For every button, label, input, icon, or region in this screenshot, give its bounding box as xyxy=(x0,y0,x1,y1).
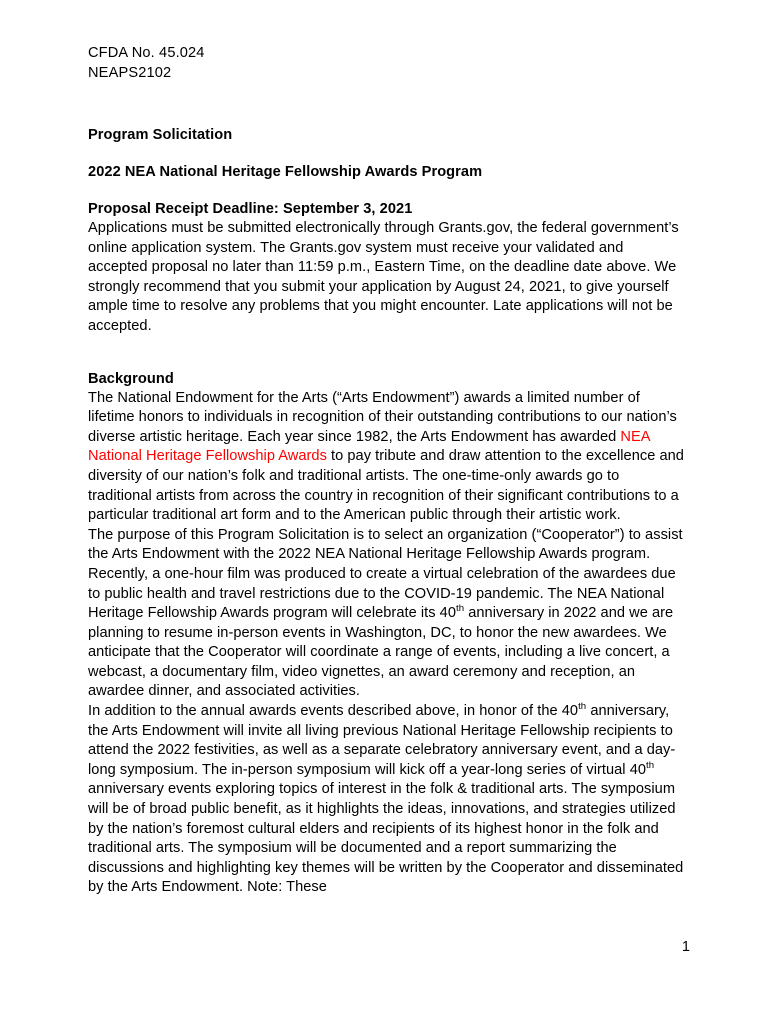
ordinal-suffix-superscript: th xyxy=(456,603,465,615)
heading-background: Background xyxy=(88,370,174,387)
cfda-number: CFDA No. 45.024 xyxy=(88,45,205,61)
addition-text-part-two: anniversary, the Arts Endowment will invite all living previous National Heritage Fellowship recipients to attend the 2022 festivities, as well as a separate celebratory anniversary event, and a day-long symposium. The in-person symposium will kick off a year-long series of virtual 40 xyxy=(88,703,676,778)
document-identifiers xyxy=(88,44,684,83)
paragraph-anniversary-events xyxy=(88,702,684,898)
addition-text-part-one: In addition to the annual awards events described above, in honor of the 40 xyxy=(88,703,579,720)
background-text-before-link: The National Endowment for the Arts (“Arts Endowment”) awards a limited number of lifetime honors to individuals in recognition of their outstanding contributions to our nation’s diverse artistic heritage. Each year since 1982, the Arts Endowment has awarded xyxy=(88,389,677,445)
document-body xyxy=(88,44,684,898)
announcement-number: NEAPS2102 xyxy=(88,64,172,81)
paragraph-purpose xyxy=(88,526,684,702)
ordinal-suffix-superscript: th xyxy=(578,701,587,713)
purpose-text-part-one: The purpose of this Program Solicitation is to select an organization (“Cooperator”) to assist the Arts Endowment with the 2022 NEA National Heritage Fellowship Awards program. Recently, a one-hour film was produced to create a virtual celebration of the awardees due to public health and travel restrictions due to the COVID-19 pandemic. The NEA National Heritage Fellowship Awards program will celebrate its 40 xyxy=(88,526,683,622)
page-number: 1 xyxy=(681,939,690,955)
paragraph-application-instructions: Applications must be submitted electronically through Grants.gov, the federal government’s online application system. The Grants.gov system must receive your validated and accepted proposal no later than 11:59 p.m., Eastern Time, on the deadline date above. We strongly recommend that you submit your application by August 24, 2021, to give yourself ample time to resolve any problems that you might encounter. Late applications will not be accepted. xyxy=(88,220,679,334)
heading-program-title: 2022 NEA National Heritage Fellowship Awards Program xyxy=(88,164,483,180)
purpose-text-part-two: anniversary in 2022 and we are planning to resume in-person events in Washington, DC, to honor the new awardees. We anticipate that the Cooperator will coordinate a range of events, including a live concert, a webcast, a documentary film, video vignettes, an award ceremony and reception, an awardee dinner, and associated activities. xyxy=(88,605,674,700)
ordinal-suffix-superscript: th xyxy=(646,759,655,771)
addition-text-part-three: anniversary events exploring topics of interest in the folk & traditional arts. The symposium will be of broad public benefit, as it highlights the ideas, innovations, and strategies utilized by the nation’s foremost cultural elders and recipients of its highest honor in the folk and traditional arts. The symposium will be documented and a report summarizing the discussions and highlighting key themes will be written by the Cooperator and disseminated by the Arts Endowment. Note: These xyxy=(88,781,684,896)
heading-proposal-deadline: Proposal Receipt Deadline: September 3, 2021 xyxy=(88,201,413,217)
background-text-after-link: to pay tribute and draw attention to the excellence and diversity of our nation’s folk and traditional artists. The one-time-only awards go to traditional artists from across the country in recognition of their significant contributions to a particular traditional art form and to the American public through their artistic work. xyxy=(88,448,684,524)
paragraph-background xyxy=(88,389,684,526)
nea-heritage-fellowship-awards-link[interactable]: NEA National Heritage Fellowship Awards xyxy=(88,428,650,465)
heading-program-solicitation: Program Solicitation xyxy=(88,127,233,143)
